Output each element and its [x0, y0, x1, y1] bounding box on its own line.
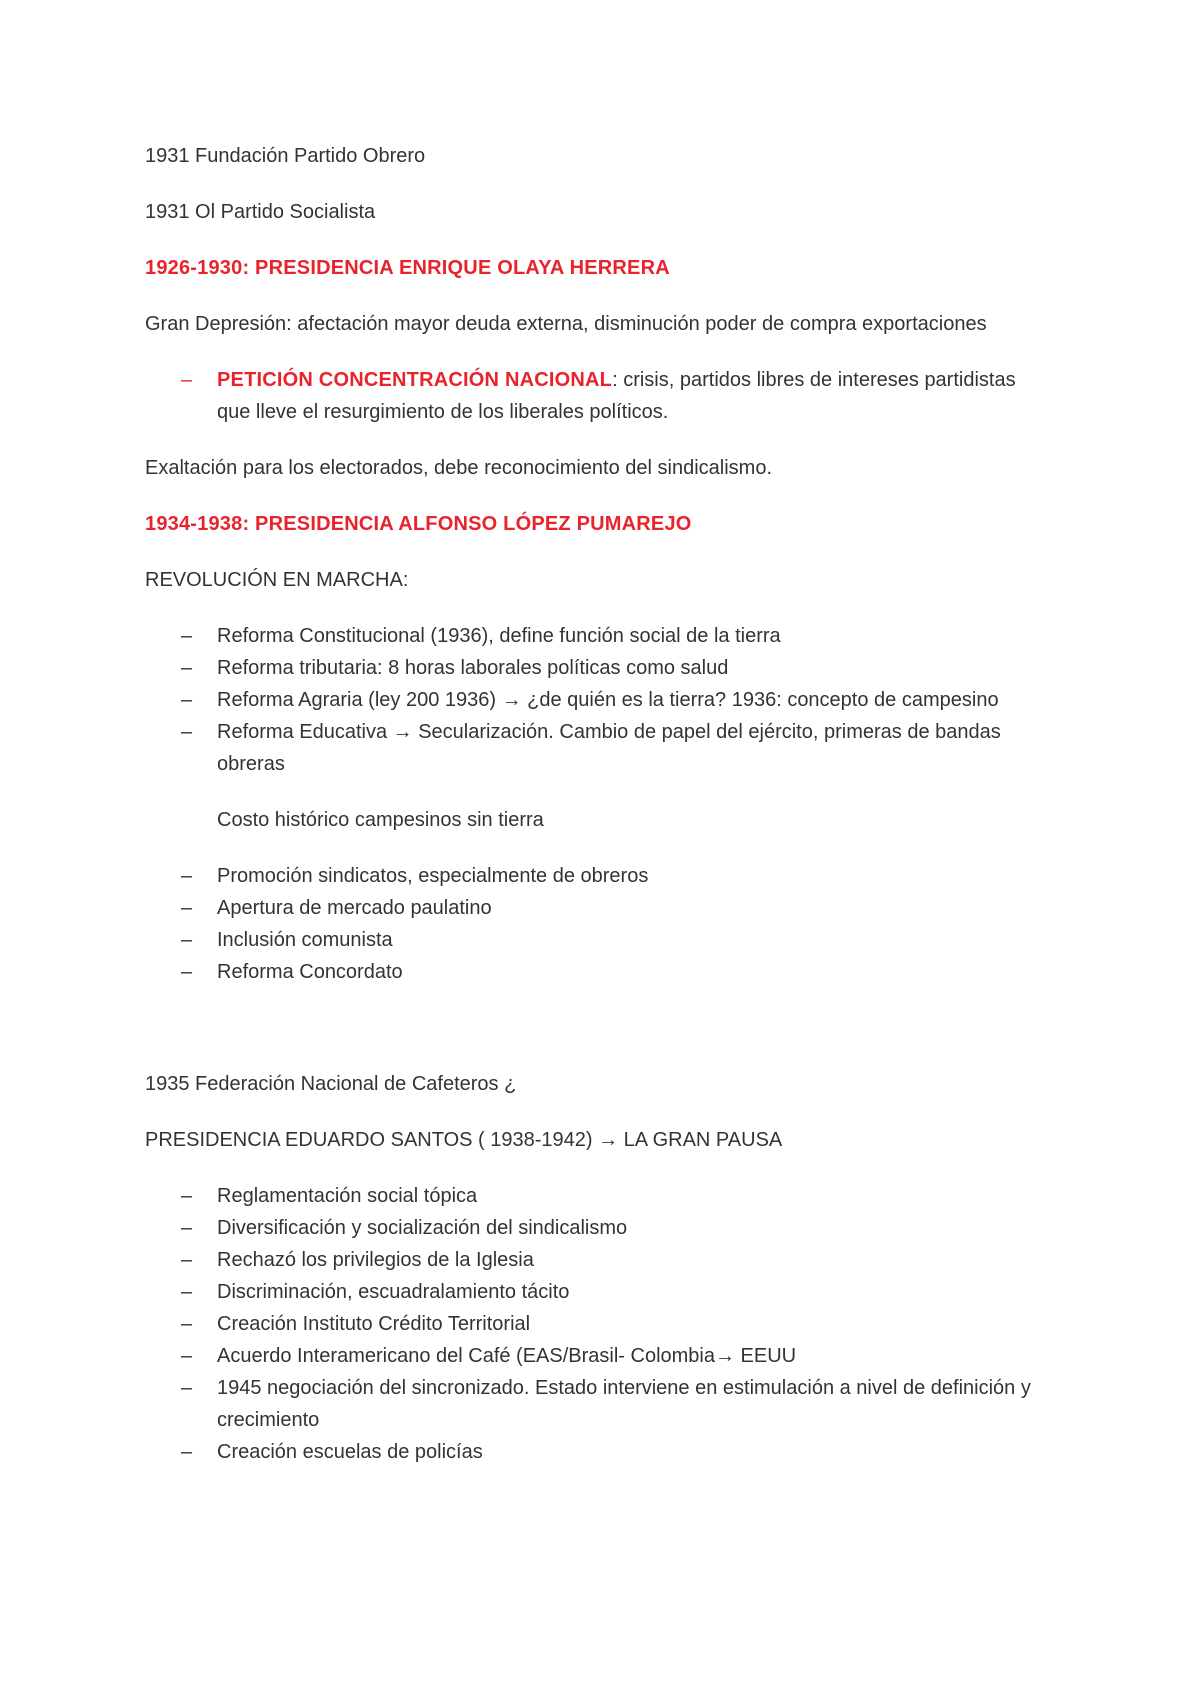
list-item-text: Promoción sindicatos, especialmente de obreros [217, 865, 649, 887]
indented-note: Costo histórico campesinos sin tierra [217, 809, 544, 831]
paragraph: Exaltación para los electorados, debe reconocimiento del sindicalismo. [145, 457, 773, 479]
bullet-dash: – [181, 929, 193, 951]
section-heading: PRESIDENCIA EDUARDO SANTOS ( 1938-1942) → LA GRAN PAUSA [145, 1129, 783, 1151]
list-item-text: Discriminación, escuadralamiento tácito [217, 1281, 570, 1303]
list-item [145, 1308, 1045, 1340]
list-item-text: Reforma Constitucional (1936), define función social de la tierra [217, 625, 781, 647]
highlight-label: PETICIÓN CONCENTRACIÓN NACIONAL [217, 369, 613, 391]
doc-line: 1931 Ol Partido Socialista [145, 201, 376, 223]
list-item [145, 1212, 1045, 1244]
list-item-text: Acuerdo Interamericano del Café (EAS/Brasil- Colombia→ EEUU [217, 1345, 797, 1367]
list-item [145, 364, 1045, 428]
bullet-dash: – [181, 1441, 193, 1463]
list-item [145, 1436, 1045, 1468]
list-item [145, 620, 1045, 652]
list-item [145, 684, 1045, 716]
list-item [145, 652, 1045, 684]
list-item-text: Apertura de mercado paulatino [217, 897, 492, 919]
list-item-text: Rechazó los privilegios de la Iglesia [217, 1249, 534, 1271]
list-item-text: Reglamentación social tópica [217, 1185, 478, 1207]
santos-list [145, 1180, 1045, 1468]
list-item [145, 1180, 1045, 1212]
list-item-text: Creación escuelas de policías [217, 1441, 483, 1463]
list-item [145, 1244, 1045, 1276]
bullet-dash: – [181, 689, 193, 711]
bullet-dash: – [181, 657, 193, 679]
bullet-dash: – [181, 865, 193, 887]
list-item [145, 956, 1045, 988]
list-item-text: Reforma Concordato [217, 961, 403, 983]
bullet-dash: – [181, 369, 193, 391]
highlight-list [145, 364, 1045, 428]
bullet-dash: – [181, 721, 193, 743]
list-item [145, 924, 1045, 956]
list-item-text: Creación Instituto Crédito Territorial [217, 1313, 531, 1335]
bullet-dash: – [181, 897, 193, 919]
bullet-dash: – [181, 1281, 193, 1303]
policy-list [145, 860, 1045, 988]
highlight-text: : crisis, partidos libres de intereses partidistas que lleve el resurgimiento de los liberales políticos. [217, 369, 1016, 423]
list-item [145, 716, 1045, 780]
list-item-text: Inclusión comunista [217, 929, 393, 951]
list-item [145, 1276, 1045, 1308]
list-item-text: Reforma Agraria (ley 200 1936) → ¿de quién es la tierra? 1936: concepto de campesino [217, 689, 999, 711]
paragraph: Gran Depresión: afectación mayor deuda externa, disminución poder de compra exportaciones [145, 313, 987, 335]
list-item [145, 860, 1045, 892]
list-item-text: Reforma tributaria: 8 horas laborales políticas como salud [217, 657, 729, 679]
section-heading: 1934-1938: PRESIDENCIA ALFONSO LÓPEZ PUMAREJO [145, 513, 692, 535]
bullet-dash: – [181, 1313, 193, 1335]
list-item-text: Diversificación y socialización del sindicalismo [217, 1217, 628, 1239]
document-page [145, 140, 1045, 1492]
bullet-dash: – [181, 961, 193, 983]
doc-line: 1935 Federación Nacional de Cafeteros ¿ [145, 1073, 517, 1095]
bullet-dash: – [181, 1217, 193, 1239]
bullet-dash: – [181, 1345, 193, 1367]
list-item-text: 1945 negociación del sincronizado. Estado interviene en estimulación a nivel de definición y crecimiento [217, 1377, 1031, 1431]
bullet-dash: – [181, 1249, 193, 1271]
section-heading: 1926-1930: PRESIDENCIA ENRIQUE OLAYA HERRERA [145, 257, 670, 279]
section-subheading: REVOLUCIÓN EN MARCHA: [145, 569, 409, 591]
reform-list [145, 620, 1045, 780]
list-item [145, 1372, 1045, 1436]
list-item-text: Reforma Educativa → Secularización. Cambio de papel del ejército, primeras de bandas obreras [217, 721, 1001, 775]
doc-line: 1931 Fundación Partido Obrero [145, 145, 426, 167]
blank-space [145, 1012, 1045, 1068]
bullet-dash: – [181, 1185, 193, 1207]
list-item [145, 892, 1045, 924]
list-item [145, 1340, 1045, 1372]
bullet-dash: – [181, 625, 193, 647]
bullet-dash: – [181, 1377, 193, 1399]
